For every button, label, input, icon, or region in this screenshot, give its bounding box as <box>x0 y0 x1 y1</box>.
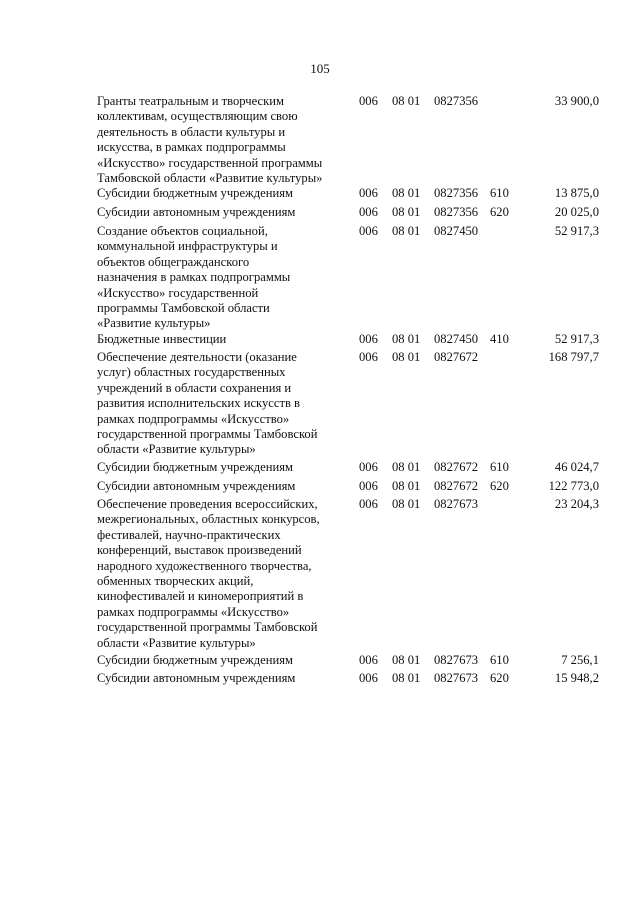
section-code: 08 01 <box>392 224 421 238</box>
section-code: 08 01 <box>392 653 421 667</box>
ministry-code: 006 <box>359 94 378 108</box>
row-description: Обеспечение проведения всероссийских, межрегиональных, областных конкурсов, фестивалей, научно-практических конференций, выставок произведений народного художественного творчества, обменных творческих акций, кинофестивалей и киномероприятий в рамках подпрограммы «Искусство» государственной программы Тамбовской области «Развитие культуры» <box>97 497 320 650</box>
target-article-code: 0827672 <box>434 479 479 493</box>
amount: 23 204,3 <box>554 497 599 511</box>
row-description: Обеспечение деятельности (оказание услуг) областных государственных учреждений в области сохранения и развития исполнительских искусств в рамках подпрограммы «Искусство» государственной программы Тамбовской области «Развитие культуры» <box>97 350 318 457</box>
target-article-code: 0827356 <box>434 94 479 108</box>
target-article-code: 0827672 <box>434 460 479 474</box>
ministry-code: 006 <box>359 186 378 200</box>
ministry-code: 006 <box>359 497 378 511</box>
amount: 168 797,7 <box>548 350 599 364</box>
ministry-code: 006 <box>359 205 378 219</box>
amount: 33 900,0 <box>554 94 599 108</box>
target-article-code: 0827450 <box>434 332 479 346</box>
ministry-code: 006 <box>359 671 378 685</box>
target-article-code: 0827450 <box>434 224 479 238</box>
target-article-code: 0827356 <box>434 205 479 219</box>
target-article-code: 0827672 <box>434 350 479 364</box>
section-code: 08 01 <box>392 497 421 511</box>
row-description: Субсидии бюджетным учреждениям <box>97 653 293 667</box>
amount: 7 256,1 <box>561 653 599 667</box>
amount: 46 024,7 <box>554 460 599 474</box>
expense-type-code: 620 <box>490 671 509 685</box>
ministry-code: 006 <box>359 332 378 346</box>
target-article-code: 0827673 <box>434 671 479 685</box>
target-article-code: 0827673 <box>434 497 479 511</box>
expense-type-code: 610 <box>490 653 509 667</box>
target-article-code: 0827356 <box>434 186 479 200</box>
expense-type-code: 620 <box>490 205 509 219</box>
ministry-code: 006 <box>359 653 378 667</box>
section-code: 08 01 <box>392 186 421 200</box>
row-description: Бюджетные инвестиции <box>97 332 227 346</box>
ministry-code: 006 <box>359 224 378 238</box>
expense-type-code: 620 <box>490 479 509 493</box>
amount: 15 948,2 <box>554 671 599 685</box>
section-code: 08 01 <box>392 671 421 685</box>
target-article-code: 0827673 <box>434 653 479 667</box>
row-description: Создание объектов социальной, коммунальной инфраструктуры и объектов общегражданского назначения в рамках подпрограммы «Искусство» государственной программы Тамбовской области «Развитие культуры» <box>97 224 291 331</box>
row-description: Субсидии автономным учреждениям <box>97 671 296 685</box>
expense-type-code: 610 <box>490 186 509 200</box>
row-description: Субсидии автономным учреждениям <box>97 205 296 219</box>
amount: 13 875,0 <box>554 186 599 200</box>
page-number: 105 <box>310 61 330 76</box>
row-description: Субсидии автономным учреждениям <box>97 479 296 493</box>
row-description: Гранты театральным и творческим коллективам, осуществляющим свою деятельность в области культуры и искусства, в рамках подпрограммы «Искусство» государственной программы Тамбовской области «Развитие культуры» <box>97 94 323 186</box>
amount: 52 917,3 <box>554 332 599 346</box>
section-code: 08 01 <box>392 350 421 364</box>
section-code: 08 01 <box>392 332 421 346</box>
ministry-code: 006 <box>359 460 378 474</box>
section-code: 08 01 <box>392 94 421 108</box>
amount: 20 025,0 <box>554 205 599 219</box>
amount: 52 917,3 <box>554 224 599 238</box>
expense-type-code: 610 <box>490 460 509 474</box>
section-code: 08 01 <box>392 205 421 219</box>
ministry-code: 006 <box>359 350 378 364</box>
section-code: 08 01 <box>392 460 421 474</box>
ministry-code: 006 <box>359 479 378 493</box>
amount: 122 773,0 <box>548 479 599 493</box>
expense-type-code: 410 <box>490 332 509 346</box>
section-code: 08 01 <box>392 479 421 493</box>
row-description: Субсидии бюджетным учреждениям <box>97 460 293 474</box>
row-description: Субсидии бюджетным учреждениям <box>97 186 293 200</box>
